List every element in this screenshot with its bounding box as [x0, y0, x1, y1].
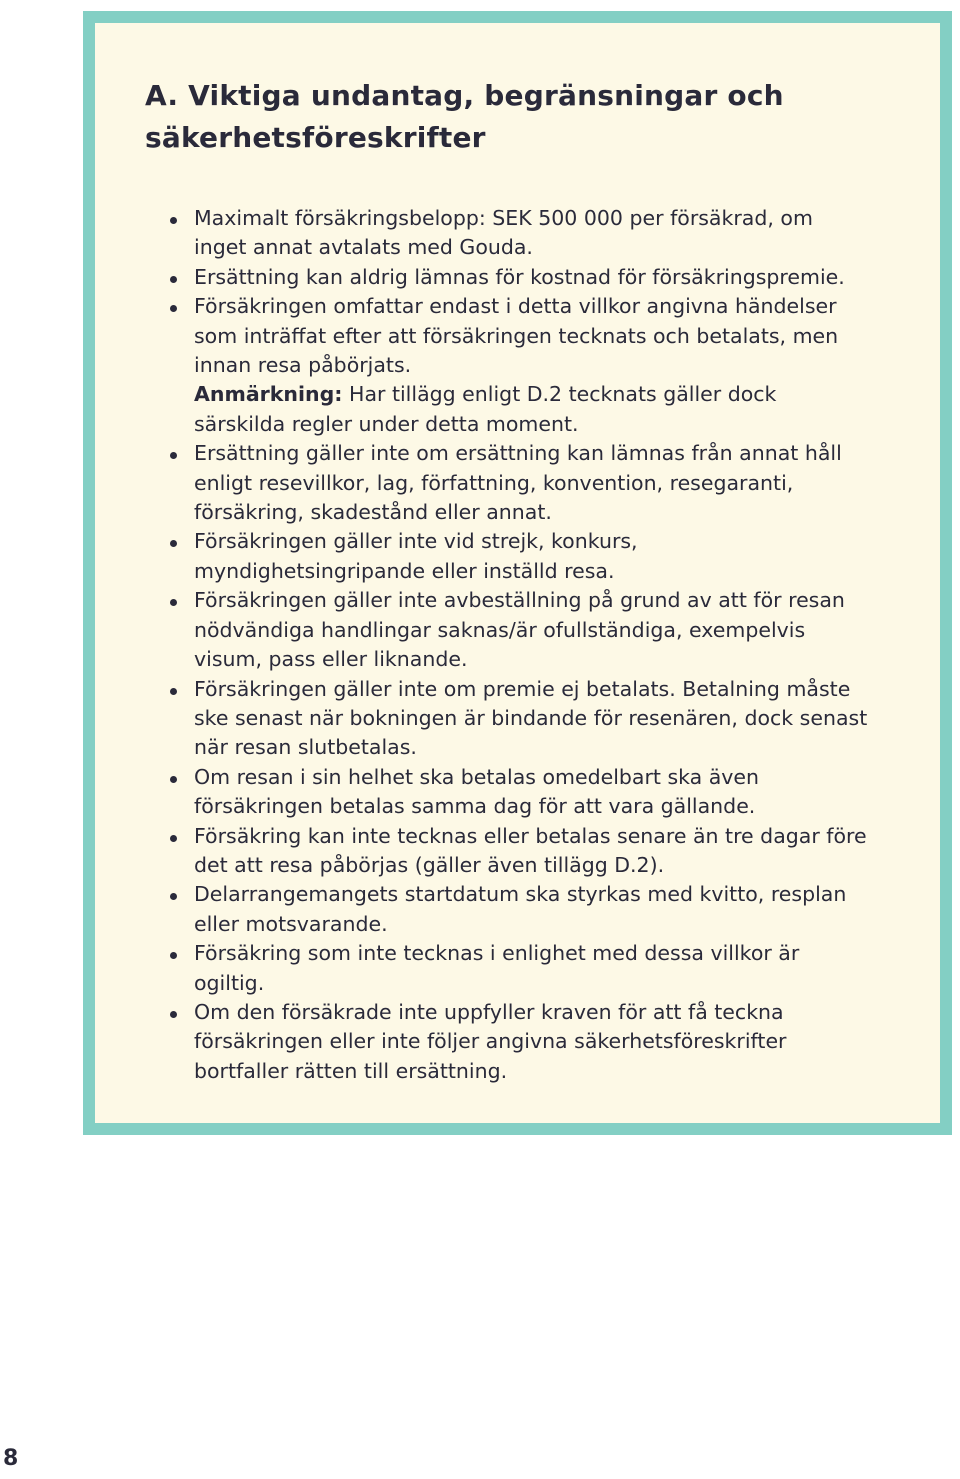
section-title-line-1: A. Viktiga undantag, begränsningar och — [145, 79, 784, 112]
list-item: Delarrangemangets startdatum ska styrkas med kvitto, resplan eller motsvarande. — [194, 880, 914, 939]
list-item: Ersättning kan aldrig lämnas för kostnad för försäkringspremie. — [194, 263, 914, 292]
bullet-icon — [170, 1011, 177, 1018]
note-label: Anmärkning: — [194, 382, 343, 407]
bullet-icon — [170, 893, 177, 900]
page-number: 8 — [3, 1446, 19, 1471]
list-item: Ersättning gäller inte om ersättning kan lämnas från annat håll enligt resevillkor, lag, författning, konvention, resegaranti, försäkring, skadestånd eller annat. — [194, 439, 914, 527]
bullet-icon — [170, 599, 177, 606]
section-title — [145, 75, 905, 159]
list-item: Om resan i sin helhet ska betalas omedelbart ska även försäkringen betalas samma dag för att vara gällande. — [194, 763, 914, 822]
list-item: Försäkringen gäller inte om premie ej betalats. Betalning måste ske senast när bokningen är bindande för resenären, dock senast när resan slutbetalas. — [194, 675, 914, 763]
list-item: Försäkringen omfattar endast i detta villkor angivna händelser som inträffat efter att försäkringen tecknats och betalats, men innan resa påbörjats. Anmärkning: Har tillägg enligt D.2 tecknats gäller dock särskilda regler under detta moment. — [194, 292, 914, 439]
note-text: särskilda regler under detta moment. — [194, 411, 579, 436]
bullet-icon — [170, 305, 177, 312]
info-box — [83, 11, 952, 1135]
list-item: Försäkringen gäller inte vid strejk, konkurs, myndighetsingripande eller inställd resa. — [194, 527, 914, 586]
section-title-line-2: säkerhetsföreskrifter — [145, 121, 486, 154]
list-item: Försäkring som inte tecknas i enlighet med dessa villkor är ogiltig. — [194, 939, 914, 998]
note-text: Har tillägg enligt D.2 tecknats gäller dock — [349, 382, 777, 407]
restrictions-list — [194, 204, 914, 1086]
list-item: Försäkring kan inte tecknas eller betalas senare än tre dagar före det att resa påbörjas (gäller även tillägg D.2). — [194, 822, 914, 881]
bullet-icon — [170, 540, 177, 547]
bullet-icon — [170, 452, 177, 459]
list-item: Försäkringen gäller inte avbeställning på grund av att för resan nödvändiga handlingar saknas/är ofullständiga, exempelvis visum, pass eller liknande. — [194, 586, 914, 674]
list-item: Om den försäkrade inte uppfyller kraven för att få teckna försäkringen eller inte följer angivna säkerhetsföreskrifter bortfaller rätten till ersättning. — [194, 998, 914, 1086]
bullet-icon — [170, 776, 177, 783]
bullet-icon — [170, 688, 177, 695]
bullet-icon — [170, 952, 177, 959]
list-item: Maximalt försäkringsbelopp: SEK 500 000 per försäkrad, om inget annat avtalats med Gouda. — [194, 204, 914, 263]
bullet-icon — [170, 276, 177, 283]
bullet-icon — [170, 835, 177, 842]
bullet-icon — [170, 217, 177, 224]
